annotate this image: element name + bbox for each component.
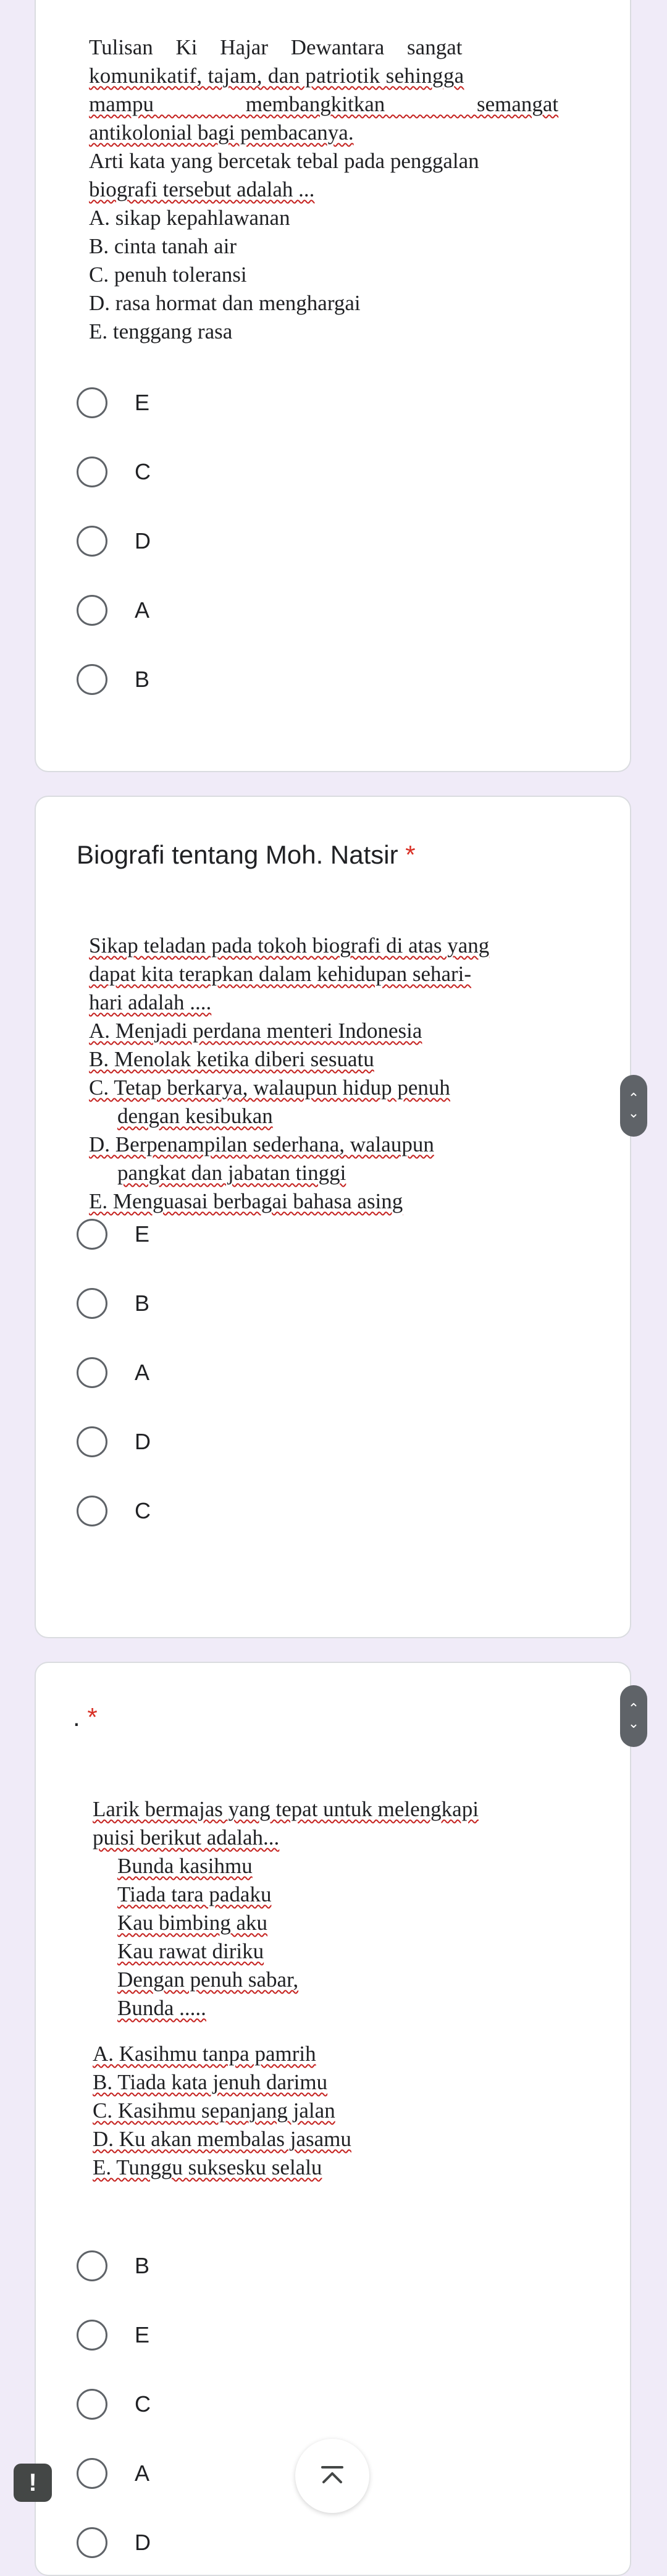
image-text-line: C. Tetap berkarya, walaupun hidup penuh: [89, 1075, 450, 1100]
question-card-2: [35, 796, 631, 1638]
radio-button[interactable]: [77, 595, 107, 626]
option-label: D: [135, 528, 151, 554]
radio-button[interactable]: [77, 2320, 107, 2351]
option-label: B: [135, 667, 150, 692]
chevron-up-icon: ⌃: [627, 1701, 640, 1716]
question-title-text: .: [73, 1703, 80, 1732]
option-radio-row[interactable]: [77, 1492, 151, 1530]
radio-button[interactable]: [77, 2250, 107, 2281]
chevron-up-icon: ⌃: [627, 1090, 640, 1106]
image-text-line: A. Kasihmu tanpa pamrih: [93, 2042, 316, 2066]
required-asterisk: *: [405, 840, 416, 869]
image-text-line: D. Berpenampilan sederhana, walaupun: [89, 1132, 434, 1156]
option-radio-row[interactable]: [77, 2317, 149, 2354]
option-label: C: [135, 459, 151, 484]
radio-button[interactable]: [77, 1357, 107, 1388]
chevron-down-icon: ⌄: [627, 1105, 640, 1121]
image-text-line: dengan kesibukan: [117, 1104, 273, 1128]
alert-icon: !: [28, 2469, 37, 2496]
image-text-line: Bunda kasihmu: [117, 1854, 253, 1878]
option-radio-row[interactable]: [77, 2247, 149, 2284]
question-title: [73, 1703, 98, 1732]
radio-button[interactable]: [77, 1219, 107, 1250]
option-label: E: [135, 390, 150, 415]
radio-button[interactable]: [77, 526, 107, 557]
question-title-text: Biografi tentang Moh. Natsir: [77, 840, 398, 869]
image-text-line: C. penuh toleransi: [89, 263, 247, 287]
option-label: C: [135, 2391, 151, 2417]
image-text-line: Sikap teladan pada tokoh biografi di atas yang: [89, 933, 490, 958]
image-text-line: Tulisan Ki Hajar Dewantara sangat: [89, 35, 463, 59]
radio-button[interactable]: [77, 2527, 107, 2558]
image-text-line: B. Menolak ketika diberi sesuatu: [89, 1047, 374, 1071]
radio-button[interactable]: [77, 1288, 107, 1319]
image-text-line: B. cinta tanah air: [89, 234, 237, 258]
option-radio-row[interactable]: [77, 661, 149, 698]
image-text-line: D. Ku akan membalas jasamu: [93, 2127, 351, 2151]
option-label: C: [135, 1498, 151, 1523]
image-text-line: Bunda .....: [117, 1996, 206, 2020]
image-scroll-handle[interactable]: [620, 1685, 647, 1747]
alert-badge[interactable]: [14, 2464, 52, 2502]
radio-button[interactable]: [77, 1426, 107, 1457]
image-text-line: E. tenggang rasa: [89, 319, 233, 343]
question-title: [77, 840, 416, 870]
image-text-line: C. Kasihmu sepanjang jalan: [93, 2098, 335, 2123]
question-image-3: [93, 1795, 479, 2182]
option-label: B: [135, 1290, 150, 1316]
image-scroll-handle[interactable]: [620, 1075, 647, 1137]
image-text-line: E. Tunggu suksesku selalu: [93, 2155, 322, 2179]
image-text-line: B. Tiada kata jenuh darimu: [93, 2070, 328, 2094]
option-label: D: [135, 2530, 151, 2555]
radio-button[interactable]: [77, 2389, 107, 2420]
option-label: E: [135, 2322, 150, 2347]
option-label: B: [135, 2253, 150, 2278]
image-text-line: Kau bimbing aku: [117, 1911, 268, 1935]
radio-button[interactable]: [77, 1496, 107, 1526]
question-card-1: [35, 0, 631, 772]
image-text-line: Kau rawat diriku: [117, 1939, 264, 1963]
image-text-line: komunikatif, tajam, dan patriotik sehingga: [89, 64, 464, 88]
option-radio-row[interactable]: [77, 1285, 149, 1322]
option-radio-row[interactable]: [77, 2455, 149, 2492]
option-radio-row[interactable]: [77, 1423, 151, 1460]
radio-button[interactable]: [77, 387, 107, 418]
option-label: D: [135, 1429, 151, 1454]
image-text-line: Tiada tara padaku: [117, 1882, 272, 1906]
radio-button[interactable]: [77, 664, 107, 695]
image-text-line: dapat kita terapkan dalam kehidupan sehari-: [89, 962, 472, 986]
option-radio-row[interactable]: [77, 1216, 149, 1253]
chevron-down-icon: ⌄: [627, 1715, 640, 1731]
option-radio-row[interactable]: [77, 384, 149, 421]
option-radio-row[interactable]: [77, 1354, 149, 1391]
option-radio-row[interactable]: [77, 453, 151, 490]
image-text-line: Larik bermajas yang tepat untuk melengkapi: [93, 1797, 479, 1821]
image-text-line: antikolonial bagi pembacanya.: [89, 120, 354, 145]
image-text-line: biografi tersebut adalah ...: [89, 177, 315, 201]
image-text-line: Dengan penuh sabar,: [117, 1968, 299, 1992]
option-radio-row[interactable]: [77, 2386, 151, 2423]
question-image-2: [89, 932, 489, 1216]
option-label: A: [135, 597, 150, 623]
option-radio-row[interactable]: [77, 523, 151, 560]
required-asterisk: *: [87, 1703, 98, 1732]
image-text-line: pangkat dan jabatan tinggi: [117, 1161, 346, 1185]
image-text-line: D. rasa hormat dan menghargai: [89, 291, 361, 315]
option-label: A: [135, 1360, 150, 1385]
image-text-line: mampu membangkitkan semangat: [89, 92, 559, 116]
option-label: E: [135, 1221, 150, 1247]
back-to-top-button[interactable]: [295, 2439, 369, 2513]
image-text-line: puisi berikut adalah...: [93, 1825, 280, 1850]
radio-button[interactable]: [77, 2458, 107, 2489]
question-image-1: [89, 33, 558, 346]
option-label: A: [135, 2460, 150, 2486]
option-radio-row[interactable]: [77, 2524, 151, 2561]
image-text-line: hari adalah ....: [89, 990, 212, 1014]
image-text-line: Arti kata yang bercetak tebal pada penggalan: [89, 149, 479, 173]
image-text-line: E. Menguasai berbagai bahasa asing: [89, 1189, 403, 1213]
option-radio-row[interactable]: [77, 592, 149, 629]
image-text-line: A. sikap kepahlawanan: [89, 206, 290, 230]
radio-button[interactable]: [77, 457, 107, 487]
chevron-up-bar-icon: [317, 2461, 347, 2491]
image-text-line: A. Menjadi perdana menteri Indonesia: [89, 1019, 422, 1043]
